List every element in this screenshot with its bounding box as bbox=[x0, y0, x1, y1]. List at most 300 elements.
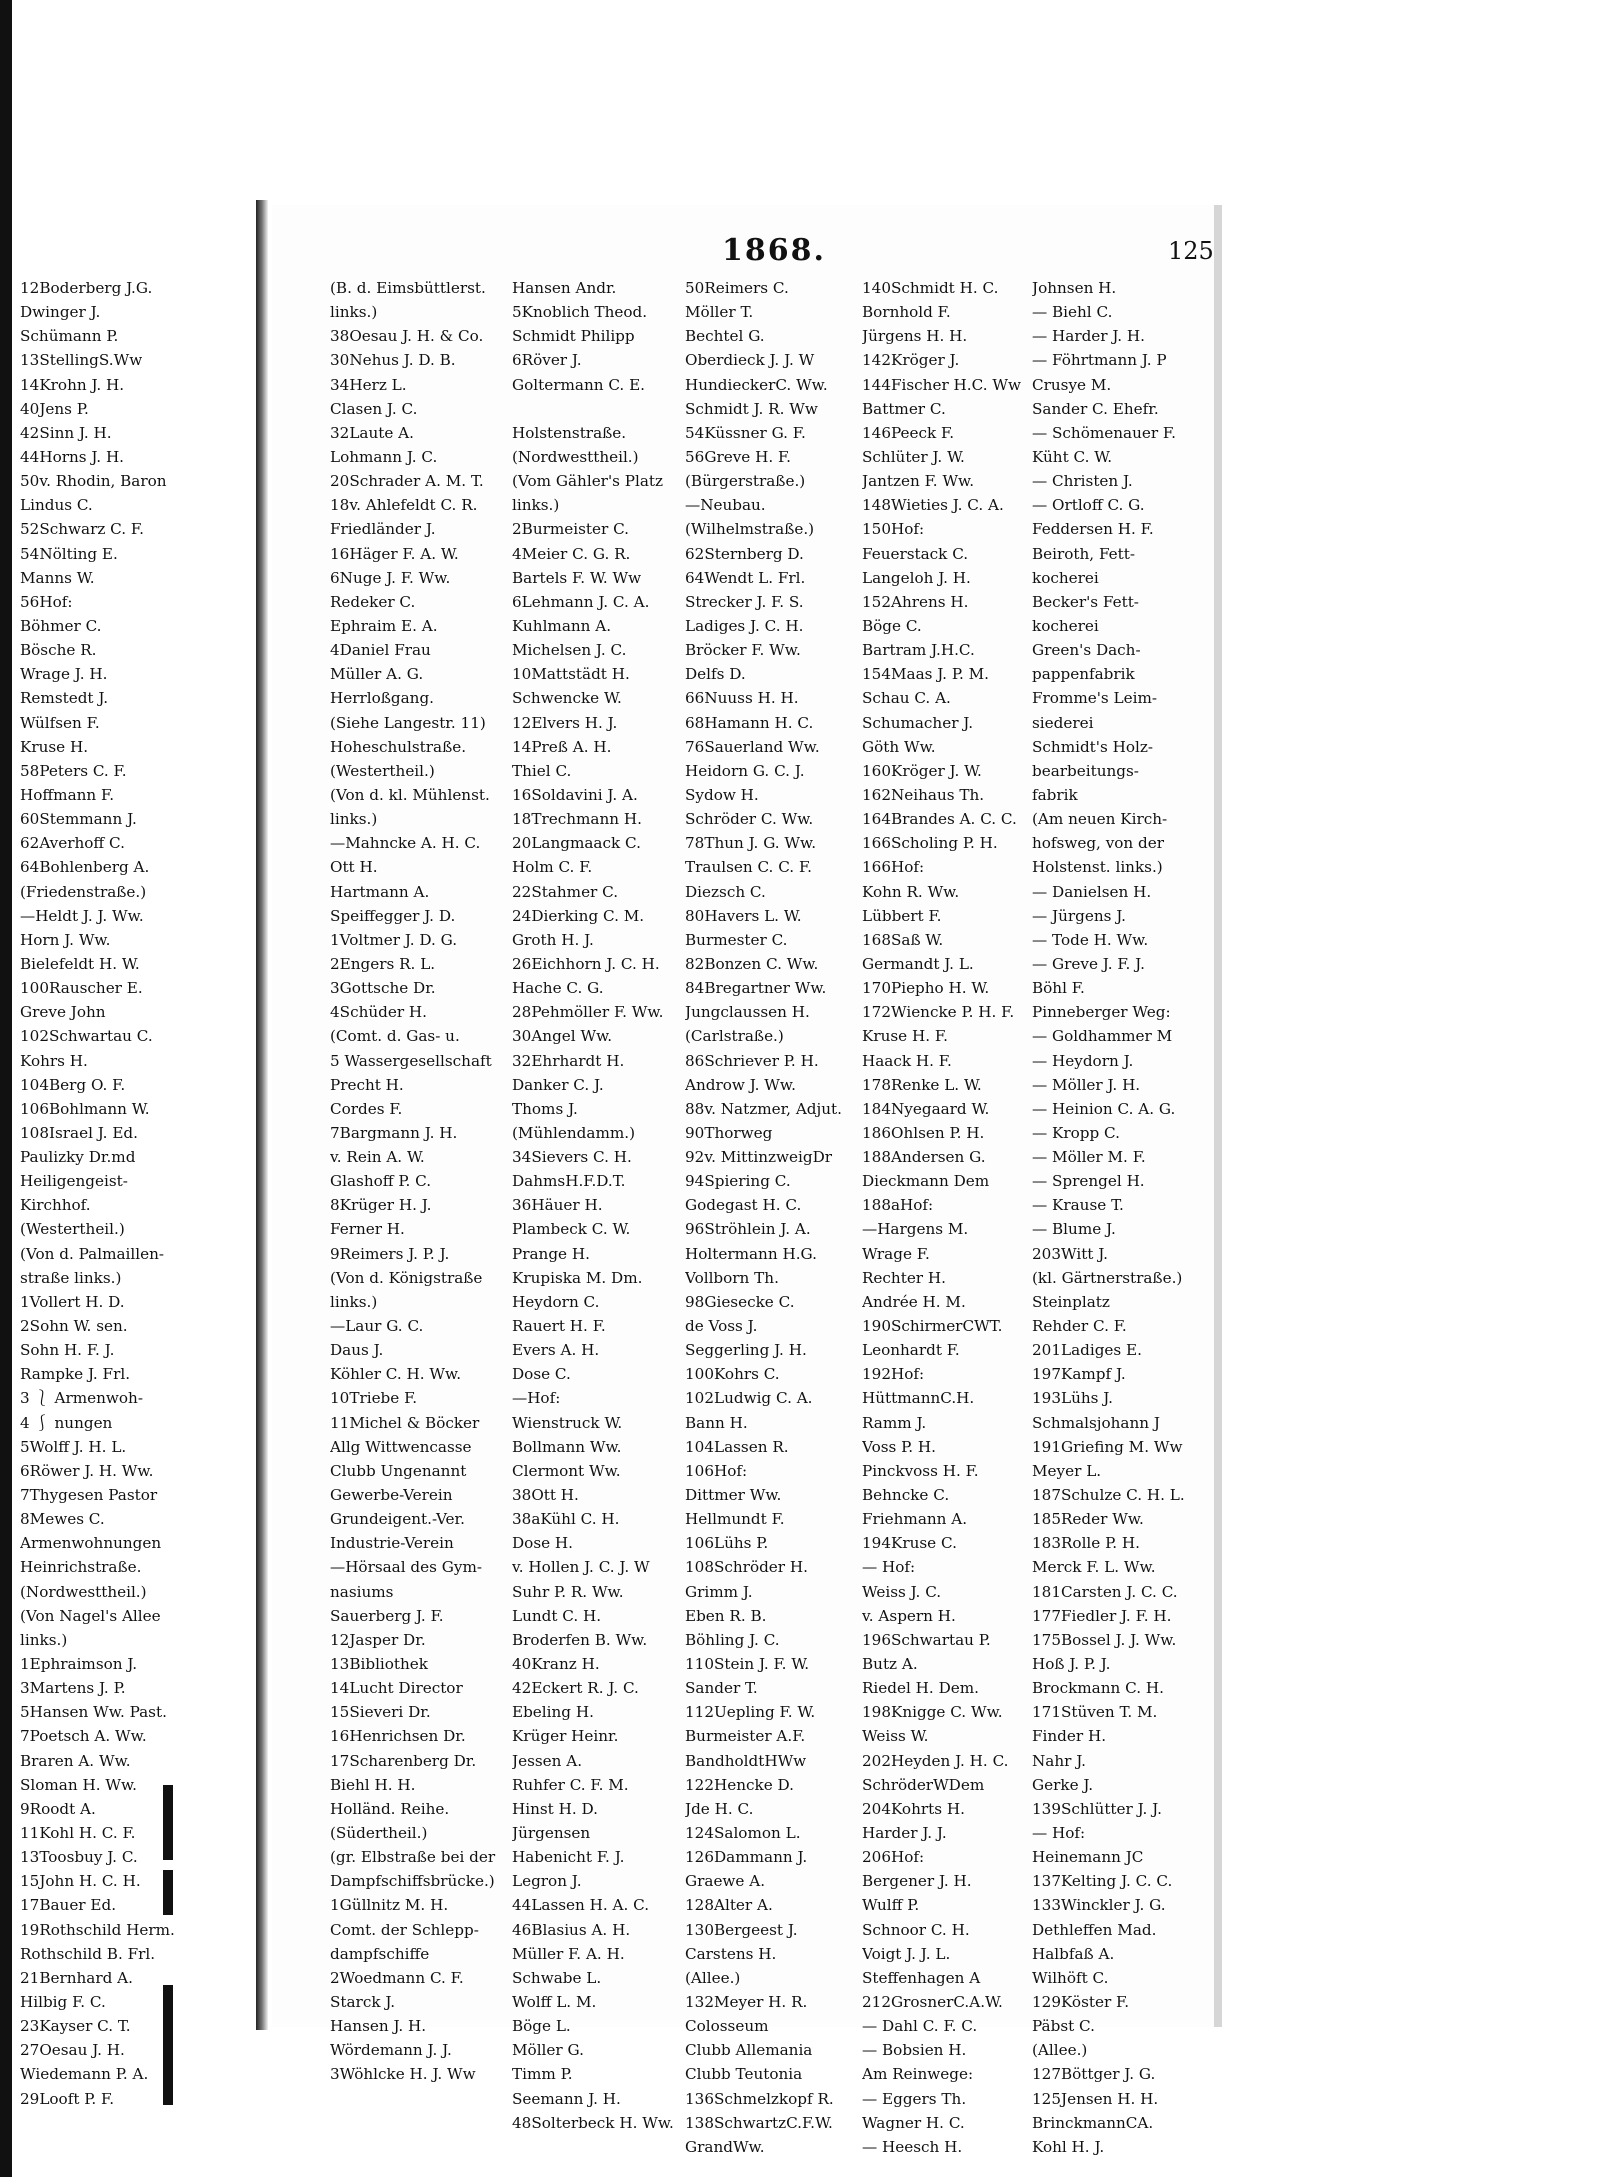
directory-entry: HundieckerC. Ww. bbox=[685, 375, 828, 394]
directory-entry: Hoß J. P. J. bbox=[1032, 1655, 1111, 1674]
directory-entry: Seggerling J. H. bbox=[685, 1341, 807, 1360]
directory-entry: 62Averhoff C. bbox=[20, 834, 125, 853]
directory-entry: 106Hof: bbox=[685, 1461, 748, 1480]
directory-entry: Steinplatz bbox=[1032, 1292, 1110, 1311]
directory-entry: (Von d. kl. Mühlenst. bbox=[330, 785, 490, 804]
directory-entry: Voss P. H. bbox=[862, 1437, 936, 1456]
directory-entry: Schröder C. Ww. bbox=[685, 810, 814, 829]
directory-entry: 15Sieveri Dr. bbox=[330, 1703, 431, 1722]
directory-entry: Schnoor C. H. bbox=[862, 1920, 970, 1939]
directory-entry: 98Giesecke C. bbox=[685, 1292, 795, 1311]
directory-entry: Habenicht F. J. bbox=[512, 1848, 625, 1867]
directory-entry: 96Ströhlein J. A. bbox=[685, 1220, 811, 1239]
directory-entry: 54Nölting E. bbox=[20, 544, 118, 563]
directory-entry: (Allee.) bbox=[685, 1968, 741, 1987]
directory-entry: links.) bbox=[330, 810, 378, 829]
directory-entry: 24Dierking C. M. bbox=[512, 906, 645, 925]
directory-entry: 122Hencke D. bbox=[685, 1775, 794, 1794]
directory-entry: — Möller M. F. bbox=[1032, 1148, 1146, 1167]
directory-entry: 76Sauerland Ww. bbox=[685, 737, 820, 756]
directory-entry: Hilbig F. C. bbox=[20, 1992, 106, 2011]
directory-entry: Feddersen H. F. bbox=[1032, 520, 1154, 539]
directory-entry: — Ortloff C. G. bbox=[1032, 496, 1145, 515]
directory-entry: —Mahncke A. H. C. bbox=[330, 834, 481, 853]
directory-entry: 12Elvers H. J. bbox=[512, 713, 618, 732]
directory-entry: 8Krüger H. J. bbox=[330, 1196, 432, 1215]
directory-entry: (Friedenstraße.) bbox=[20, 882, 147, 901]
directory-entry: 36Häuer H. bbox=[512, 1196, 603, 1215]
directory-entry: 212GrosnerC.A.W. bbox=[862, 1992, 1003, 2011]
directory-entry: Legron J. bbox=[512, 1872, 582, 1891]
directory-entry: 16Soldavini J. A. bbox=[512, 785, 638, 804]
directory-entry: (Von d. Königstraße bbox=[330, 1268, 483, 1287]
directory-entry: (Nordwesttheil.) bbox=[20, 1582, 147, 1601]
directory-entry: Clasen J. C. bbox=[330, 399, 418, 418]
directory-entry: Seemann J. H. bbox=[512, 2089, 621, 2108]
directory-entry: 4Meier C. G. R. bbox=[512, 544, 631, 563]
directory-entry: Dose C. bbox=[512, 1365, 571, 1384]
directory-entry: 11Michel & Böcker bbox=[330, 1413, 480, 1432]
directory-entry: 144Fischer H.C. Ww bbox=[862, 375, 1021, 394]
directory-entry: 4Schüder H. bbox=[330, 1003, 428, 1022]
directory-entry: Sander T. bbox=[685, 1679, 758, 1698]
directory-entry: Remstedt J. bbox=[20, 689, 109, 708]
directory-entry: Ebeling H. bbox=[512, 1703, 594, 1722]
directory-entry: Traulsen C. C. F. bbox=[685, 858, 812, 877]
directory-entry: Manns W. bbox=[20, 568, 95, 587]
book-gutter bbox=[256, 200, 268, 2030]
directory-entry: links.) bbox=[330, 1292, 378, 1311]
directory-entry: Crusye M. bbox=[1032, 375, 1112, 394]
directory-entry: (Am neuen Kirch- bbox=[1032, 810, 1168, 829]
directory-entry: Heidorn G. C. J. bbox=[685, 761, 805, 780]
directory-entry: 7Poetsch A. Ww. bbox=[20, 1727, 147, 1746]
directory-entry: Burmester C. bbox=[685, 930, 788, 949]
directory-entry: Behncke C. bbox=[862, 1486, 950, 1505]
directory-entry: Hansen J. H. bbox=[330, 2017, 427, 2036]
directory-entry: Ferner H. bbox=[330, 1220, 405, 1239]
directory-entry: Böhmer C. bbox=[20, 616, 102, 635]
directory-entry: 46Blasius A. H. bbox=[512, 1920, 631, 1939]
directory-entry: Wulff P. bbox=[862, 1896, 920, 1915]
directory-entry: —Hof: bbox=[512, 1389, 561, 1408]
directory-entry: 154Maas J. P. M. bbox=[862, 665, 990, 684]
directory-entry: — Kropp C. bbox=[1032, 1123, 1120, 1142]
directory-entry: 171Stüven T. M. bbox=[1032, 1703, 1158, 1722]
directory-entry: Dampfschiffsbrücke.) bbox=[330, 1872, 495, 1891]
directory-entry: Wienstruck W. bbox=[512, 1413, 623, 1432]
directory-entry: 104Berg O. F. bbox=[20, 1075, 126, 1094]
directory-entry: 48Solterbeck H. Ww. bbox=[512, 2113, 674, 2132]
directory-entry: 136Schmelzkopf R. bbox=[685, 2089, 834, 2108]
directory-entry: 11Kohl H. C. F. bbox=[20, 1824, 136, 1842]
directory-entry: 94Spiering C. bbox=[685, 1172, 791, 1191]
directory-entry: Heydorn C. bbox=[512, 1292, 600, 1311]
directory-entry: Danker C. J. bbox=[512, 1075, 604, 1094]
directory-entry: (Vom Gähler's Platz bbox=[512, 472, 663, 491]
directory-entry: Wrage J. H. bbox=[20, 665, 108, 684]
directory-entry: Schwencke W. bbox=[512, 689, 622, 708]
directory-entry: 138SchwartzC.F.W. bbox=[685, 2113, 833, 2132]
directory-entry: Ott H. bbox=[330, 858, 378, 877]
directory-entry: Schümann P. bbox=[20, 327, 119, 346]
directory-entry: Pinckvoss H. F. bbox=[862, 1461, 979, 1480]
directory-entry: Carstens H. bbox=[685, 1944, 777, 1963]
directory-entry: Speiffegger J. D. bbox=[330, 906, 456, 925]
directory-entry: 181Carsten J. C. C. bbox=[1032, 1582, 1178, 1601]
directory-entry: 187Schulze C. H. L. bbox=[1032, 1486, 1185, 1505]
directory-entry: 29Looft P. F. bbox=[20, 2089, 115, 2108]
directory-entry: Langeloh J. H. bbox=[862, 568, 971, 587]
directory-entry: — Bobsien H. bbox=[862, 2041, 967, 2060]
directory-entry: Timm P. bbox=[512, 2065, 573, 2084]
directory-entry: Bollmann Ww. bbox=[512, 1437, 622, 1456]
directory-entry: dampfschiffe bbox=[330, 1944, 430, 1963]
directory-entry: 185Reder Ww. bbox=[1032, 1510, 1144, 1529]
directory-entry: 100Kohrs C. bbox=[685, 1365, 780, 1384]
directory-entry: 38Oesau J. H. & Co. bbox=[330, 327, 484, 346]
directory-entry: Friedländer J. bbox=[330, 520, 436, 539]
directory-entry: 124Salomon L. bbox=[685, 1824, 801, 1842]
directory-entry: — Danielsen H. bbox=[1032, 882, 1152, 901]
directory-entry: 204Kohrts H. bbox=[862, 1799, 965, 1818]
directory-entry: Ruhfer C. F. M. bbox=[512, 1775, 629, 1794]
directory-entry: Paulizky Dr.md bbox=[20, 1148, 136, 1167]
directory-entry: 175Bossel J. J. Ww. bbox=[1032, 1630, 1177, 1649]
directory-entry: 6Lehmann J. C. A. bbox=[512, 592, 650, 611]
directory-entry: Michelsen J. C. bbox=[512, 641, 627, 660]
directory-entry: —Hargens M. bbox=[862, 1220, 969, 1239]
directory-entry: Brockmann C. H. bbox=[1032, 1679, 1164, 1698]
directory-entry: 2Woedmann C. F. bbox=[330, 1968, 464, 1987]
directory-entry: Holstenstraße. bbox=[512, 423, 627, 442]
directory-entry: 197Kampf J. bbox=[1032, 1365, 1126, 1384]
directory-entry: 56Hof: bbox=[20, 592, 73, 611]
directory-entry: Päbst C. bbox=[1032, 2017, 1095, 2036]
directory-entry: — Möller J. H. bbox=[1032, 1075, 1141, 1094]
directory-entry: Braren A. Ww. bbox=[20, 1751, 131, 1770]
directory-entry: Lohmann J. C. bbox=[330, 447, 438, 466]
directory-entry: (Mühlendamm.) bbox=[512, 1123, 635, 1142]
directory-entry: (Carlstraße.) bbox=[685, 1027, 784, 1046]
directory-entry: Gewerbe-Verein bbox=[330, 1486, 453, 1505]
directory-entry: 17Scharenberg Dr. bbox=[330, 1751, 477, 1770]
directory-entry: Plambeck C. W. bbox=[512, 1220, 631, 1239]
directory-entry: Schau C. A. bbox=[862, 689, 951, 708]
directory-entry: Bösche R. bbox=[20, 641, 97, 660]
directory-entry: 7Thygesen Pastor bbox=[20, 1486, 158, 1505]
directory-entry: Johnsen H. bbox=[1032, 279, 1117, 297]
directory-entry: Bartram J.H.C. bbox=[862, 641, 975, 660]
directory-entry: 140Schmidt H. C. bbox=[862, 279, 999, 297]
directory-entry: Dose H. bbox=[512, 1534, 574, 1553]
directory-entry: 194Kruse C. bbox=[862, 1534, 957, 1553]
directory-entry: Broderfen B. Ww. bbox=[512, 1630, 648, 1649]
directory-entry: Harder J. J. bbox=[862, 1824, 947, 1842]
directory-entry: BandholdtHWw bbox=[685, 1751, 807, 1770]
directory-entry: 166Hof: bbox=[862, 858, 925, 877]
directory-entry: Böhl F. bbox=[1032, 979, 1085, 998]
directory-entry: straße links.) bbox=[20, 1268, 122, 1287]
directory-entry: v. Rein A. W. bbox=[330, 1148, 425, 1167]
directory-entry: (Südertheil.) bbox=[330, 1824, 428, 1842]
directory-entry: 38aKühl C. H. bbox=[512, 1510, 620, 1529]
directory-entry bbox=[512, 397, 697, 421]
page-year-header: 1868. bbox=[722, 233, 826, 268]
directory-column-5 bbox=[862, 276, 1047, 2159]
directory-entry: 130Bergeest J. bbox=[685, 1920, 798, 1939]
directory-entry: 188Andersen G. bbox=[862, 1148, 986, 1167]
directory-entry: de Voss J. bbox=[685, 1317, 758, 1336]
directory-entry: 110Stein J. F. W. bbox=[685, 1655, 810, 1674]
directory-entry: 10Mattstädt H. bbox=[512, 665, 630, 684]
directory-entry: HüttmannC.H. bbox=[862, 1389, 975, 1408]
directory-entry: 42Sinn J. H. bbox=[20, 423, 112, 442]
directory-column-6 bbox=[1032, 276, 1217, 2159]
directory-entry: 14Lucht Director bbox=[330, 1679, 463, 1698]
directory-entry: Becker's Fett- bbox=[1032, 592, 1139, 611]
directory-entry: Bartels F. W. Ww bbox=[512, 568, 642, 587]
directory-entry: 126Dammann J. bbox=[685, 1848, 808, 1867]
directory-entry: Holstenst. links.) bbox=[1032, 858, 1163, 877]
directory-entry: 58Peters C. F. bbox=[20, 761, 127, 780]
directory-entry: Lindus C. bbox=[20, 496, 93, 515]
directory-entry: — Krause T. bbox=[1032, 1196, 1124, 1215]
directory-entry: Clermont Ww. bbox=[512, 1461, 621, 1480]
directory-entry: —Hörsaal des Gym- bbox=[330, 1558, 483, 1577]
directory-entry: 3 ⎱ Armenwoh- bbox=[20, 1389, 143, 1408]
directory-entry: (kl. Gärtnerstraße.) bbox=[1032, 1268, 1183, 1287]
directory-entry: 193Lühs J. bbox=[1032, 1389, 1113, 1408]
directory-entry: Rampke J. Frl. bbox=[20, 1365, 131, 1384]
directory-entry: Delfs D. bbox=[685, 665, 746, 684]
directory-entry: Wiedemann P. A. bbox=[20, 2065, 149, 2084]
directory-entry: Jungclaussen H. bbox=[685, 1003, 810, 1022]
directory-entry: 4 ⎰ nungen bbox=[20, 1413, 113, 1432]
directory-entry: 1Ephraimson J. bbox=[20, 1655, 138, 1674]
directory-entry: 137Kelting J. C. C. bbox=[1032, 1872, 1173, 1891]
directory-entry: Androw J. Ww. bbox=[685, 1075, 796, 1094]
directory-entry: 132Meyer H. R. bbox=[685, 1992, 808, 2011]
directory-entry: Armenwohnungen bbox=[20, 1534, 162, 1553]
directory-entry: 168Saß W. bbox=[862, 930, 944, 949]
directory-entry: 106Lühs P. bbox=[685, 1534, 769, 1553]
directory-entry: Lundt C. H. bbox=[512, 1606, 602, 1625]
directory-entry: Hellmundt F. bbox=[685, 1510, 785, 1529]
directory-entry: Precht H. bbox=[330, 1075, 404, 1094]
directory-entry: Böge C. bbox=[862, 616, 922, 635]
directory-entry: Herrloßgang. bbox=[330, 689, 435, 708]
directory-entry: Hoffmann F. bbox=[20, 785, 115, 804]
directory-entry: — Eggers Th. bbox=[862, 2089, 967, 2108]
directory-entry: Sloman H. Ww. bbox=[20, 1775, 138, 1794]
directory-entry: 172Wiencke P. H. F. bbox=[862, 1003, 1015, 1022]
directory-entry: 52Schwarz C. F. bbox=[20, 520, 144, 539]
directory-entry: Steffenhagen A bbox=[862, 1968, 981, 1987]
directory-entry: Jde H. C. bbox=[685, 1799, 754, 1818]
directory-entry: 2Burmeister C. bbox=[512, 520, 629, 539]
directory-entry: 14Preß A. H. bbox=[512, 737, 612, 756]
directory-entry: Feuerstack C. bbox=[862, 544, 969, 563]
directory-entry: Bechtel G. bbox=[685, 327, 765, 346]
directory-entry: 40Jens P. bbox=[20, 399, 89, 418]
directory-entry: Battmer C. bbox=[862, 399, 946, 418]
directory-entry: (Comt. d. Gas- u. bbox=[330, 1027, 460, 1046]
directory-entry: — Goldhammer M bbox=[1032, 1027, 1173, 1046]
directory-entry: Heiligengeist- bbox=[20, 1172, 128, 1191]
directory-entry: Rechter H. bbox=[862, 1268, 946, 1287]
directory-entry: Holländ. Reihe. bbox=[330, 1799, 450, 1818]
directory-entry: Ramm J. bbox=[862, 1413, 927, 1432]
directory-entry: 44Horns J. H. bbox=[20, 447, 125, 466]
directory-entry: 198Knigge C. Ww. bbox=[862, 1703, 1003, 1722]
directory-entry: — Tode H. Ww. bbox=[1032, 930, 1149, 949]
directory-entry: 68Hamann H. C. bbox=[685, 713, 814, 732]
directory-entry: Jessen A. bbox=[512, 1751, 583, 1770]
directory-entry: Clubb Allemania bbox=[685, 2041, 813, 2060]
directory-entry: 16Henrichsen Dr. bbox=[330, 1727, 466, 1746]
directory-entry: 106Bohlmann W. bbox=[20, 1099, 150, 1118]
directory-entry: — Heesch H. bbox=[862, 2137, 963, 2156]
directory-entry: Hoheschulstraße. bbox=[330, 737, 467, 756]
directory-entry: Andrée H. M. bbox=[862, 1292, 966, 1311]
directory-entry: v. Hollen J. C. J. W bbox=[512, 1558, 650, 1577]
directory-entry: 3Martens J. P. bbox=[20, 1679, 126, 1698]
directory-entry: Goltermann C. E. bbox=[512, 375, 645, 394]
directory-entry: Grimm J. bbox=[685, 1582, 753, 1601]
directory-entry: 17Bauer Ed. bbox=[20, 1896, 117, 1915]
directory-entry: Clubb Teutonia bbox=[685, 2065, 803, 2084]
directory-entry: 127Böttger J. G. bbox=[1032, 2065, 1156, 2084]
directory-entry: Godegast H. C. bbox=[685, 1196, 802, 1215]
directory-entry: —Neubau. bbox=[685, 496, 766, 515]
directory-entry: 14Krohn J. H. bbox=[20, 375, 125, 394]
directory-entry: Wülfsen F. bbox=[20, 713, 100, 732]
directory-entry: 34Herz L. bbox=[330, 375, 407, 394]
directory-entry: Redeker C. bbox=[330, 592, 416, 611]
scan-edge-shadow bbox=[0, 0, 12, 2177]
directory-entry: Grundeigent.-Ver. bbox=[330, 1510, 465, 1529]
directory-entry: (Allee.) bbox=[1032, 2041, 1088, 2060]
directory-entry: 164Brandes A. C. C. bbox=[862, 810, 1017, 829]
directory-entry: 5 Wassergesellschaft bbox=[330, 1051, 492, 1070]
directory-entry: Wrage F. bbox=[862, 1244, 930, 1263]
directory-entry: Germandt J. L. bbox=[862, 954, 974, 973]
directory-entry: Schmidt's Holz- bbox=[1032, 737, 1153, 756]
directory-entry: DahmsH.F.D.T. bbox=[512, 1172, 626, 1191]
directory-entry: Lübbert F. bbox=[862, 906, 942, 925]
directory-entry: Böge L. bbox=[512, 2017, 571, 2036]
directory-entry: 4Daniel Frau bbox=[330, 641, 431, 660]
directory-entry: 84Bregartner Ww. bbox=[685, 979, 827, 998]
directory-entry: Sauerberg J. F. bbox=[330, 1606, 444, 1625]
directory-entry: 86Schriever P. H. bbox=[685, 1051, 819, 1070]
directory-entry: 12Jasper Dr. bbox=[330, 1630, 426, 1649]
directory-entry: GrandWw. bbox=[685, 2137, 765, 2156]
directory-entry: 102Schwartau C. bbox=[20, 1027, 153, 1046]
directory-entry: Rothschild B. Frl. bbox=[20, 1944, 156, 1963]
directory-entry: 50Reimers C. bbox=[685, 279, 789, 297]
directory-entry: (Westertheil.) bbox=[20, 1220, 125, 1239]
directory-entry: Haack H. F. bbox=[862, 1051, 952, 1070]
directory-entry: Diezsch C. bbox=[685, 882, 766, 901]
directory-entry: Rehder C. F. bbox=[1032, 1317, 1127, 1336]
directory-entry: 88v. Natzmer, Adjut. bbox=[685, 1099, 842, 1118]
directory-entry: Gerke J. bbox=[1032, 1775, 1094, 1794]
directory-entry: 28Pehmöller F. Ww. bbox=[512, 1003, 664, 1022]
directory-entry: Thoms J. bbox=[512, 1099, 578, 1118]
directory-entry: Bornhold F. bbox=[862, 303, 951, 322]
directory-entry: 20Langmaack C. bbox=[512, 834, 641, 853]
directory-entry: Holtermann H.G. bbox=[685, 1244, 817, 1263]
directory-entry: 22Stahmer C. bbox=[512, 882, 619, 901]
directory-entry: 108Schröder H. bbox=[685, 1558, 808, 1577]
directory-entry: Strecker J. F. S. bbox=[685, 592, 804, 611]
directory-entry: 170Piepho H. W. bbox=[862, 979, 990, 998]
page-number: 125 bbox=[1168, 237, 1214, 265]
directory-entry: 8Mewes C. bbox=[20, 1510, 105, 1529]
directory-entry: Groth H. J. bbox=[512, 930, 594, 949]
directory-entry: 20Schrader A. M. T. bbox=[330, 472, 484, 491]
directory-entry: Vollborn Th. bbox=[685, 1268, 779, 1287]
directory-entry: Nahr J. bbox=[1032, 1751, 1086, 1770]
directory-entry: 128Alter A. bbox=[685, 1896, 773, 1915]
directory-entry: Hinst H. D. bbox=[512, 1799, 598, 1818]
directory-entry: (gr. Elbstraße bei der bbox=[330, 1848, 496, 1867]
directory-entry: Oberdieck J. J. W bbox=[685, 351, 815, 370]
directory-entry: 9Reimers J. P. J. bbox=[330, 1244, 450, 1263]
directory-entry: — Dahl C. F. C. bbox=[862, 2017, 978, 2036]
directory-entry: 18v. Ahlefeldt C. R. bbox=[330, 496, 478, 515]
directory-entry: SchröderWDem bbox=[862, 1775, 985, 1794]
directory-entry: 18Trechmann H. bbox=[512, 810, 642, 829]
directory-entry: 23Kayser C. T. bbox=[20, 2017, 131, 2036]
directory-entry: Dittmer Ww. bbox=[685, 1486, 782, 1505]
directory-entry: 27Oesau J. H. bbox=[20, 2041, 125, 2060]
directory-entry: Wolff L. M. bbox=[512, 1992, 597, 2011]
directory-entry: 30Nehus J. D. B. bbox=[330, 351, 456, 370]
directory-entry: siederei bbox=[1032, 713, 1094, 732]
directory-entry: 100Rauscher E. bbox=[20, 979, 143, 998]
directory-entry: 188aHof: bbox=[862, 1196, 934, 1215]
directory-entry: 139Schlütter J. J. bbox=[1032, 1799, 1162, 1818]
directory-entry: Ladiges J. C. H. bbox=[685, 616, 804, 635]
directory-entry: Jürgensen bbox=[512, 1824, 591, 1842]
directory-entry: 64Bohlenberg A. bbox=[20, 858, 150, 877]
directory-entry: hofsweg, von der bbox=[1032, 834, 1165, 853]
directory-entry: Möller G. bbox=[512, 2041, 584, 2060]
directory-entry: Allg Wittwencasse bbox=[330, 1437, 472, 1456]
directory-entry: Leonhardt F. bbox=[862, 1341, 960, 1360]
directory-entry: 40Kranz H. bbox=[512, 1655, 600, 1674]
directory-entry: 9Roodt A. bbox=[20, 1799, 96, 1818]
directory-entry: Ephraim E. A. bbox=[330, 616, 438, 635]
directory-entry: pappenfabrik bbox=[1032, 665, 1135, 684]
directory-entry: Finder H. bbox=[1032, 1727, 1107, 1746]
directory-entry: Kohrs H. bbox=[20, 1051, 88, 1070]
directory-entry: 16Häger F. A. W. bbox=[330, 544, 459, 563]
directory-entry: Eben R. B. bbox=[685, 1606, 767, 1625]
directory-entry: 1Voltmer J. D. G. bbox=[330, 930, 458, 949]
directory-entry: Bielefeldt H. W. bbox=[20, 954, 140, 973]
directory-entry: Dwinger J. bbox=[20, 303, 101, 322]
directory-entry: Evers A. H. bbox=[512, 1341, 600, 1360]
directory-entry: —Heldt J. J. Ww. bbox=[20, 906, 144, 925]
directory-entry: 13StellingS.Ww bbox=[20, 351, 143, 370]
directory-entry: 5Knoblich Theod. bbox=[512, 303, 648, 322]
directory-entry: Prange H. bbox=[512, 1244, 590, 1263]
directory-entry: Suhr P. R. Ww. bbox=[512, 1582, 624, 1601]
